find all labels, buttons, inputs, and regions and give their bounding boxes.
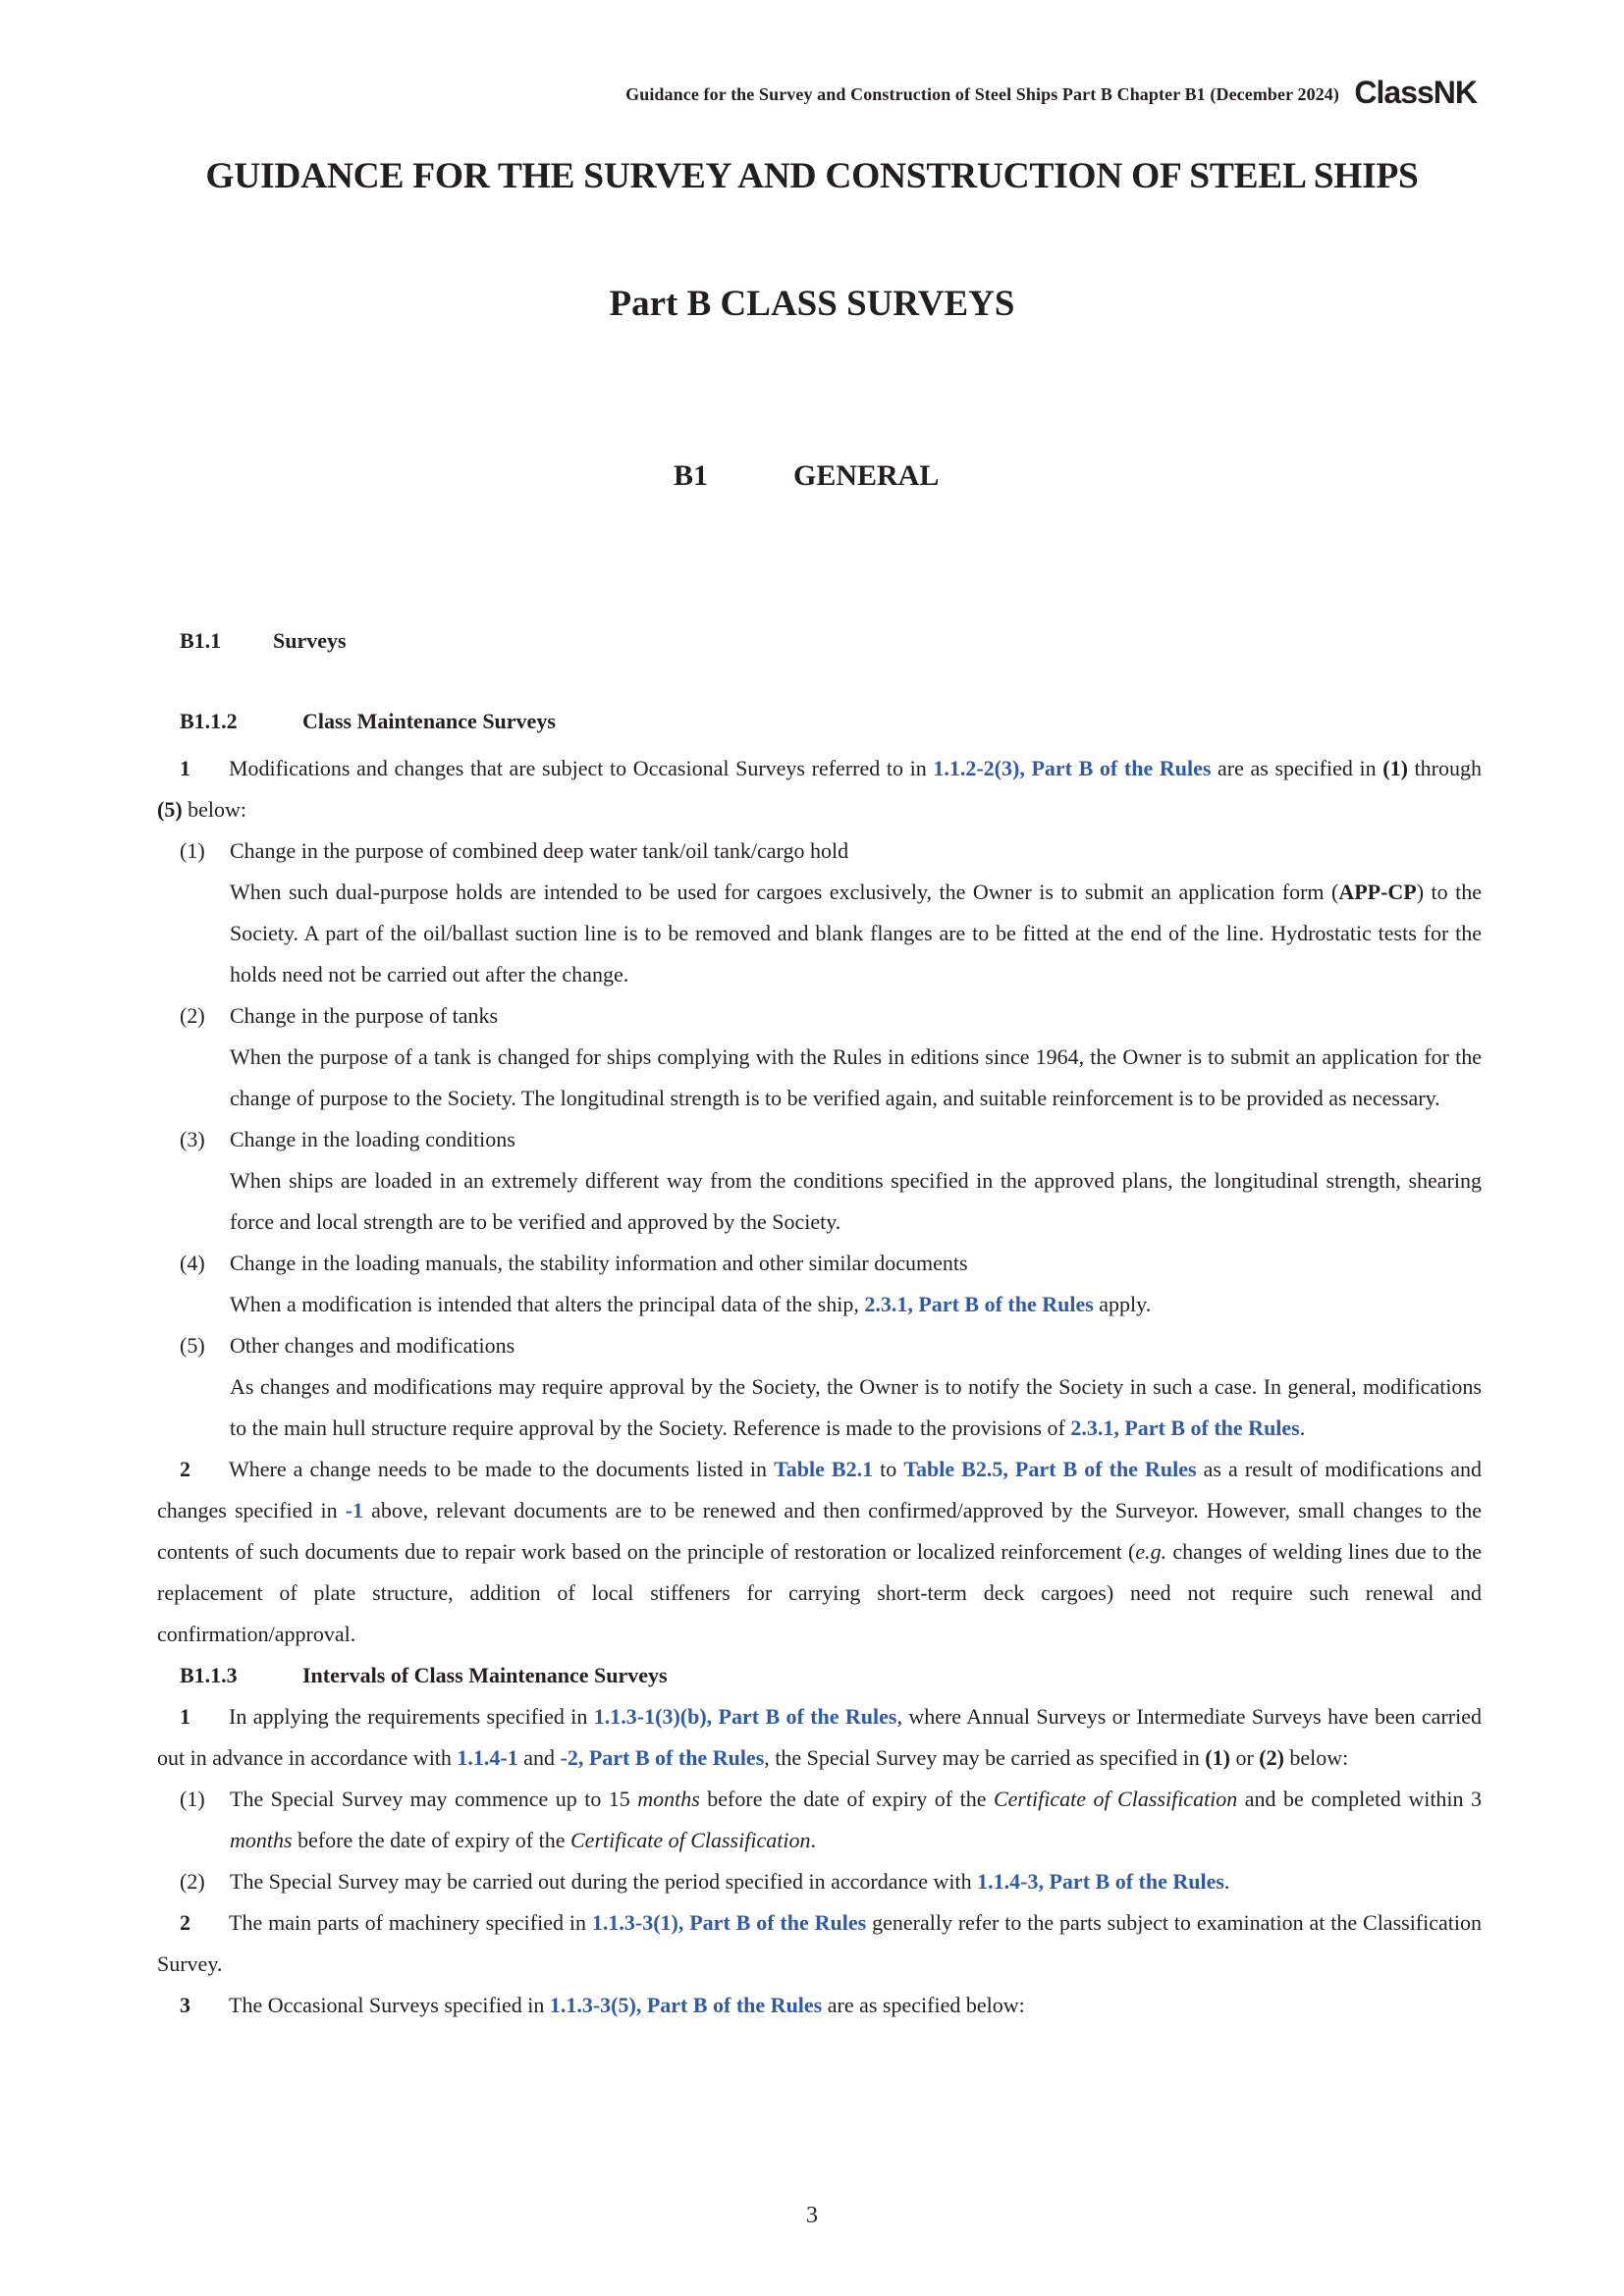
list-item-2: (2) Change in the purpose of tanks: [180, 1003, 499, 1028]
chapter-number: B1: [674, 459, 709, 492]
table-reference[interactable]: Table B2.5, Part B of the Rules: [903, 1457, 1197, 1481]
section-name: Surveys: [273, 628, 347, 653]
list-item-3: (3) Change in the loading conditions: [180, 1127, 515, 1151]
rule-reference[interactable]: 1.1.2-2(3), Part B of the Rules: [933, 756, 1212, 780]
rule-reference[interactable]: 1.1.4-1: [457, 1745, 518, 1770]
rule-reference[interactable]: 1.1.3-1(3)(b), Part B of the Rules: [593, 1704, 897, 1729]
paragraph-2: 2 Where a change needs to be made to the documents listed in Table B2.1 to Table B2.5, Part B of the Rules as a result of modifications and changes specified in -1 above, relevant documents are to be renewed and then confirmed/approved by the Surveyor. However, small changes to the contents of such documents due to repair work based on the principle of restoration or localized reinforcement (e.g. changes of welding lines due to the replacement of plate structure, addition of local stiffeners for carrying short-term deck cargoes) need not require such renewal and confirmation/approval.: [157, 1457, 1482, 1646]
list-item-5-body: As changes and modifications may require approval by the Society, the Owner is to notify the Society in such a case. In general, modifications to the main hull structure require approval by the Society. Reference is made to the provisions of 2.3.1, Part B of the Rules.: [230, 1374, 1482, 1440]
subsection-heading-b112: [180, 709, 556, 734]
document-title: GUIDANCE FOR THE SURVEY AND CONSTRUCTION OF STEEL SHIPS: [205, 156, 1419, 196]
paragraph-reference[interactable]: -1: [345, 1498, 364, 1522]
paragraph-5: 3 The Occasional Surveys specified in 1.1.3-3(5), Part B of the Rules are as specified below:: [180, 1993, 1025, 2017]
rule-reference[interactable]: 1.1.4-3, Part B of the Rules: [977, 1869, 1224, 1894]
table-reference[interactable]: Table B2.1: [774, 1457, 874, 1481]
list-item-3-body: When ships are loaded in an extremely different way from the conditions specified in the approved plans, the longitudinal strength, shearing force and local strength are to be verified and approved by the Society.: [230, 1168, 1482, 1234]
running-header: Guidance for the Survey and Construction of Steel Ships Part B Chapter B1 (December 2024): [625, 84, 1339, 104]
rule-reference[interactable]: 1.1.3-3(1), Part B of the Rules: [591, 1910, 867, 1935]
list-item-j1: (1) The Special Survey may commence up to 15 months before the date of expiry of the Certificate of Classification and be completed within 3 months before the date of expiry of the Certificate of Classification.: [180, 1787, 1483, 1852]
section-number: B1.1: [180, 628, 222, 653]
page-number: 3: [806, 2203, 818, 2228]
chapter-heading: [0, 459, 1624, 499]
paragraph-4: 2 The main parts of machinery specified in 1.1.3-3(1), Part B of the Rules generally refer to the parts subject to examination at the Classification Survey.: [157, 1910, 1482, 1976]
rule-reference[interactable]: 2.3.1, Part B of the Rules: [864, 1292, 1094, 1316]
subsection-heading-b113: B1.1.3 Intervals of Class Maintenance Surveys: [180, 1663, 668, 1687]
section-heading: [180, 628, 347, 654]
subsection-name: Class Maintenance Surveys: [302, 709, 556, 733]
rule-reference[interactable]: 2.3.1, Part B of the Rules: [1070, 1415, 1300, 1440]
body-text: [157, 748, 1482, 2026]
classnk-logo: ClassNK: [1354, 75, 1477, 110]
list-item-4-body: When a modification is intended that alters the principal data of the ship, 2.3.1, Part B of the Rules apply.: [230, 1292, 1152, 1316]
list-item-4: (4) Change in the loading manuals, the stability information and other similar documents: [180, 1251, 968, 1275]
part-title: Part B CLASS SURVEYS: [609, 284, 1015, 324]
paragraph-1: 1 Modifications and changes that are subject to Occasional Surveys referred to in 1.1.2-2(3), Part B of the Rules are as specified in (1) through (5) below:: [157, 756, 1482, 822]
list-item-2-body: When the purpose of a tank is changed for ships complying with the Rules in editions since 1964, the Owner is to submit an application for the change of purpose to the Society. The longitudinal strength is to be verified again, and suitable reinforcement is to be provided as necessary.: [230, 1044, 1482, 1110]
list-item-1-body: When such dual-purpose holds are intended to be used for cargoes exclusively, the Owner is to submit an application form (APP-CP) to the Society. A part of the oil/ballast suction line is to be removed and blank flanges are to be fitted at the end of the line. Hydrostatic tests for the holds need not be carried out after the change.: [230, 880, 1482, 987]
chapter-name: GENERAL: [793, 459, 940, 492]
list-item-j2: (2) The Special Survey may be carried out during the period specified in accordance with 1.1.4-3, Part B of the Rules.: [180, 1869, 1230, 1894]
paragraph-3: 1 In applying the requirements specified in 1.1.3-1(3)(b), Part B of the Rules, where Annual Surveys or Intermediate Surveys have been carried out in advance in accordance with 1.1.4-1 and -2, Part B of the Rules, the Special Survey may be carried as specified in (1) or (2) below:: [157, 1704, 1482, 1770]
rule-reference[interactable]: -2, Part B of the Rules: [560, 1745, 765, 1770]
subsection-number: B1.1.2: [180, 709, 238, 733]
list-item-5: (5) Other changes and modifications: [180, 1333, 515, 1358]
rule-reference[interactable]: 1.1.3-3(5), Part B of the Rules: [549, 1993, 823, 2017]
list-item-1: (1) Change in the purpose of combined deep water tank/oil tank/cargo hold: [180, 838, 849, 863]
